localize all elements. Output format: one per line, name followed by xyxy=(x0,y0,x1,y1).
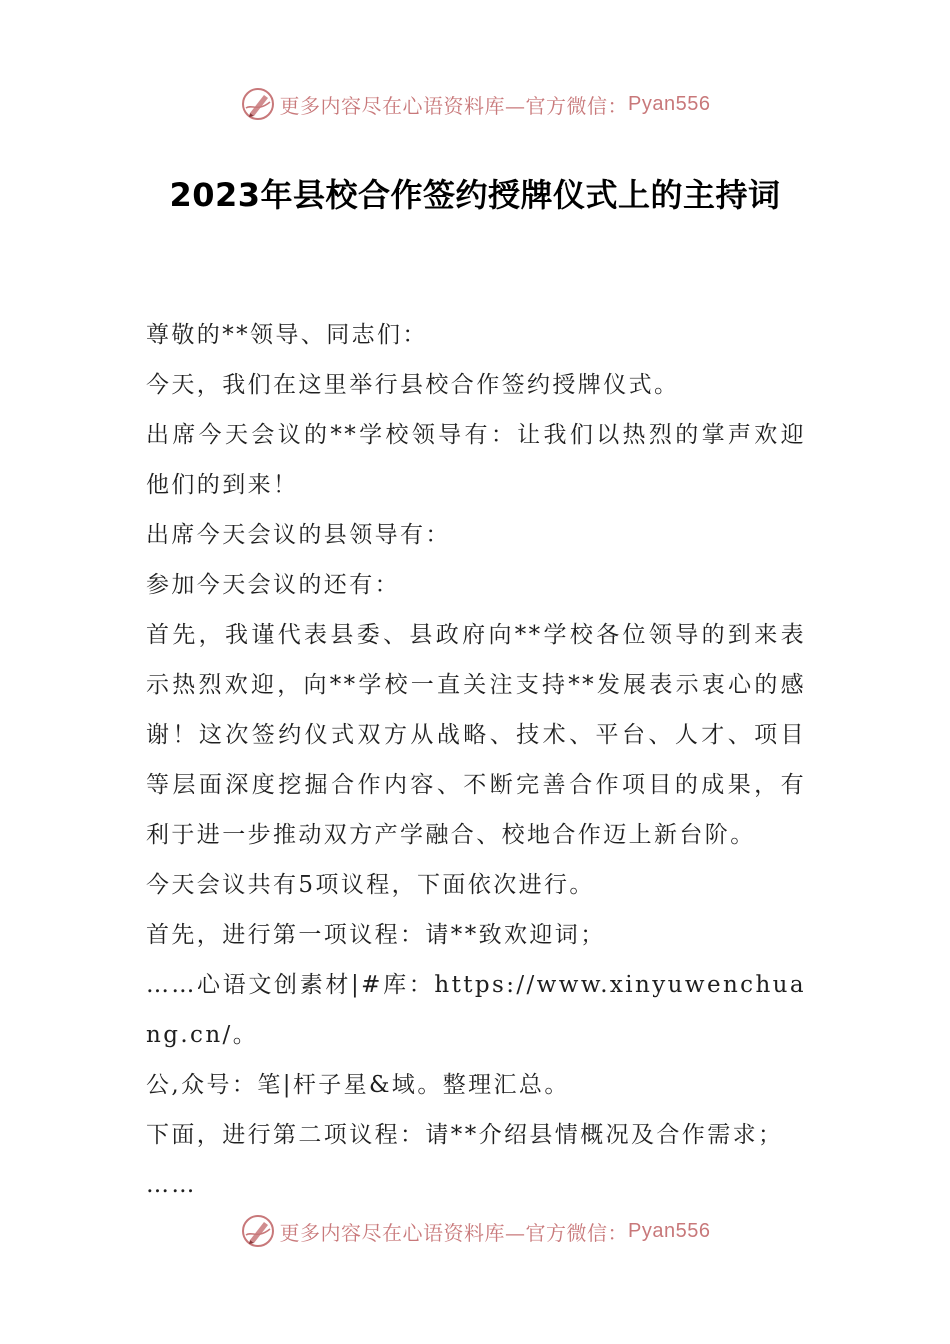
banner-wechat-id: Pyan556 xyxy=(628,1219,711,1242)
paragraph: 今天，我们在这里举行县校合作签约授牌仪式。 xyxy=(146,372,680,398)
paragraph: …… xyxy=(146,1172,197,1198)
paragraph: 参加今天会议的还有： xyxy=(146,572,400,598)
paragraph: 出席今天会议的县领导有： xyxy=(146,522,451,548)
header-banner xyxy=(0,80,950,128)
document-title: 2023年县校合作签约授牌仪式上的主持词 xyxy=(169,176,781,214)
paragraph: 下面，进行第二项议程：请**介绍县情概况及合作需求； xyxy=(146,1122,784,1148)
paragraph: ……心语文创素材|#库：https://www.xinyuwenchuang.cn/。 xyxy=(146,972,806,1048)
banner-text: 更多内容尽在心语资料库—官方微信： xyxy=(279,1220,629,1245)
pen-circle-logo-icon xyxy=(240,86,276,122)
banner-text: 更多内容尽在心语资料库—官方微信： xyxy=(279,93,629,118)
document-body xyxy=(146,310,806,1210)
paragraph: 首先，我谨代表县委、县政府向**学校各位领导的到来表示热烈欢迎，向**学校一直关注支持**发展表示衷心的感谢！这次签约仪式双方从战略、技术、平台、人才、项目等层面深度挖掘合作内容、不断完善合作项目的成果，有利于进一步推动双方产学融合、校地合作迈上新台阶。 xyxy=(146,622,806,848)
paragraph: 今天会议共有5项议程，下面依次进行。 xyxy=(146,872,595,898)
paragraph: 尊敬的**领导、同志们： xyxy=(146,322,428,348)
paragraph: 公,众号：笔|杆子星&域。整理汇总。 xyxy=(146,1072,570,1098)
banner-wechat-id: Pyan556 xyxy=(628,92,711,115)
pen-circle-logo-icon xyxy=(240,1213,276,1249)
paragraph: 首先，进行第一项议程：请**致欢迎词； xyxy=(146,922,606,948)
footer-banner xyxy=(0,1207,950,1255)
paragraph: 出席今天会议的**学校领导有：让我们以热烈的掌声欢迎他们的到来！ xyxy=(146,422,806,498)
